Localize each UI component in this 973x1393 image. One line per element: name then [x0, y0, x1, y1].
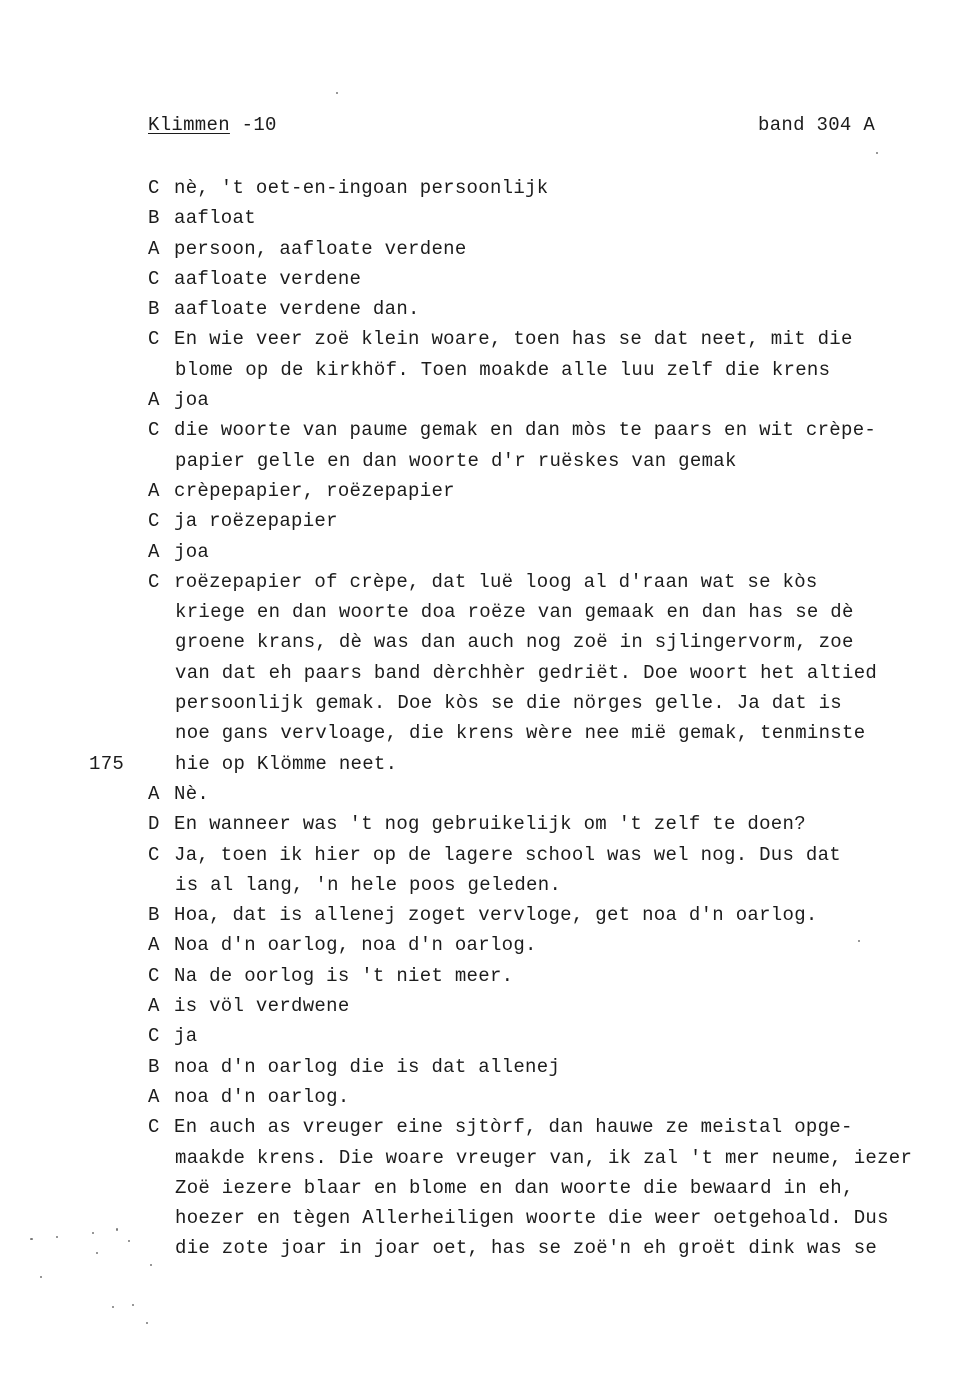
speaker-label: B — [148, 207, 160, 230]
speaker-label: A — [148, 782, 160, 805]
margin-line-number: 175 — [89, 753, 125, 775]
transcript-line — [148, 1173, 948, 1203]
utterance-text: ja roëzepapier — [174, 510, 338, 533]
speaker-label: A — [148, 995, 160, 1018]
utterance-text: En wie veer zoë klein woare, toen has se dat neet, mit die — [174, 328, 853, 351]
utterance-text: is völ verdwene — [174, 995, 350, 1018]
utterance-text: Hoa, dat is allenej zoget vervloge, get noa d'n oarlog. — [174, 904, 818, 927]
transcript-line — [148, 870, 948, 900]
utterance-text: Na de oorlog is 't niet meer. — [174, 964, 514, 987]
transcript-line — [148, 203, 948, 233]
utterance-text: kriege en dan woorte doa roëze van gemaak en dan has se dè — [175, 601, 854, 624]
scan-speck — [30, 1238, 33, 1240]
utterance-text: Nè. — [174, 782, 210, 805]
utterance-text: nè, 't oet-en-ingoan persoonlijk — [174, 177, 549, 199]
utterance-text: Ja, toen ik hier op de lagere school was wel nog. Dus dat — [174, 843, 842, 866]
utterance-text: crèpepapier, roëzepapier — [174, 479, 455, 502]
transcript-line — [148, 779, 948, 809]
transcript-line — [148, 446, 948, 476]
page-header-title — [148, 114, 277, 136]
utterance-text: maakde krens. Die woare vreuger van, ik zal 't mer neume, iezer — [175, 1146, 913, 1169]
utterance-text: blome op de kirkhöf. Toen moakde alle luu zelf die krens — [175, 358, 831, 381]
utterance-text: roëzepapier of crèpe, dat luë loog al d'raan wat se kòs — [174, 570, 818, 593]
speaker-label: A — [148, 479, 160, 502]
transcript-line — [148, 567, 948, 597]
speaker-label: C — [148, 843, 160, 866]
page-number: -10 — [229, 114, 277, 136]
speaker-label: C — [148, 1025, 160, 1048]
speaker-label: A — [148, 237, 160, 260]
utterance-text: aafloat — [174, 207, 256, 230]
scan-speck — [112, 1306, 114, 1308]
transcript-line — [148, 991, 948, 1021]
utterance-text: ja — [174, 1025, 198, 1048]
speaker-label: B — [148, 904, 160, 927]
utterance-text: papier gelle en dan woorte d'r ruëskes van gemak — [175, 449, 737, 472]
scan-speck — [132, 1304, 134, 1306]
speaker-label: C — [148, 419, 160, 442]
utterance-text: noa d'n oarlog. — [174, 1085, 350, 1108]
transcript-line — [148, 658, 948, 688]
utterance-text: persoonlijk gemak. Doe kòs se die nörges gelle. Ja dat is — [175, 692, 843, 715]
scan-speck — [116, 1228, 118, 1231]
speaker-label: C — [148, 510, 160, 533]
transcript-line — [148, 840, 948, 870]
transcript-line — [148, 506, 948, 536]
speaker-label: B — [148, 298, 160, 321]
transcript-line — [148, 718, 948, 748]
utterance-text: hoezer en tègen Allerheiligen woorte die weer oetgehoald. Dus — [175, 1207, 889, 1230]
transcript-line — [148, 385, 948, 415]
utterance-text: joa — [174, 540, 210, 563]
transcript-line — [148, 688, 948, 718]
utterance-text: aafloate verdene — [174, 267, 362, 290]
transcript-line — [148, 294, 948, 324]
scan-speck — [128, 1240, 130, 1242]
transcript-line — [148, 1203, 948, 1233]
utterance-text: is al lang, 'n hele poos geleden. — [175, 873, 562, 896]
utterance-text: joa — [174, 389, 210, 412]
transcript-line — [148, 264, 948, 294]
transcript-line — [148, 1112, 948, 1142]
speaker-label: B — [148, 1055, 160, 1078]
speaker-label: C — [148, 570, 160, 593]
utterance-text: groene krans, dè was dan auch nog zoë in sjlingervorm, zoe — [175, 631, 854, 654]
utterance-text: aafloate verdene dan. — [174, 298, 420, 321]
transcript-line — [148, 234, 948, 264]
transcript-line — [148, 476, 948, 506]
transcript-line — [148, 749, 948, 779]
scan-speck — [336, 92, 338, 94]
document-title: Klimmen — [148, 114, 230, 136]
speaker-label: C — [148, 177, 160, 199]
scan-speck — [146, 1322, 148, 1324]
speaker-label: D — [148, 813, 160, 836]
utterance-text: die zote joar in joar oet, has se zoë'n eh groët dink was se — [175, 1237, 878, 1260]
transcript-line — [148, 1143, 948, 1173]
utterance-text: Noa d'n oarlog, noa d'n oarlog. — [174, 934, 537, 957]
transcript-body — [148, 173, 948, 1264]
speaker-label: A — [148, 934, 160, 957]
transcript-line — [148, 355, 948, 385]
scan-speck — [40, 1276, 42, 1278]
speaker-label: C — [148, 1116, 160, 1139]
transcript-line — [148, 809, 948, 839]
utterance-text: En wanneer was 't nog gebruikelijk om 't zelf te doen? — [174, 813, 806, 836]
scan-speck — [96, 1252, 98, 1254]
transcript-line — [148, 597, 948, 627]
transcript-line — [148, 1021, 948, 1051]
speaker-label: A — [148, 540, 160, 563]
speaker-label: C — [148, 964, 160, 987]
scan-speck — [876, 152, 878, 154]
transcript-line — [148, 961, 948, 991]
speaker-label: A — [148, 389, 160, 412]
utterance-text: En auch as vreuger eine sjtòrf, dan hauwe ze meistal opge- — [174, 1116, 853, 1139]
speaker-label: A — [148, 1085, 160, 1108]
transcript-line — [148, 537, 948, 567]
utterance-text: hie op Klömme neet. — [175, 752, 398, 775]
transcript-line — [148, 1052, 948, 1082]
scan-speck — [150, 1264, 152, 1266]
transcript-line — [148, 173, 948, 203]
transcript-line — [148, 415, 948, 445]
utterance-text: van dat eh paars band dèrchhèr gedriët. Doe woort het altied — [175, 661, 878, 684]
utterance-text: die woorte van paume gemak en dan mòs te paars en wit crèpe- — [174, 419, 877, 442]
transcript-line — [148, 324, 948, 354]
transcript-line — [148, 1082, 948, 1112]
utterance-text: noe gans vervloage, die krens wère nee mië gemak, tenminste — [175, 722, 866, 745]
utterance-text: persoon, aafloate verdene — [174, 237, 467, 260]
tape-reference: band 304 A — [758, 114, 876, 136]
speaker-label: C — [148, 328, 160, 351]
scan-speck — [56, 1236, 58, 1238]
scan-speck — [92, 1232, 94, 1234]
utterance-text: noa d'n oarlog die is dat allenej — [174, 1055, 561, 1078]
utterance-text: Zoë iezere blaar en blome en dan woorte die bewaard in eh, — [175, 1176, 854, 1199]
transcript-line — [148, 627, 948, 657]
transcript-line — [148, 1233, 948, 1263]
transcript-line — [148, 900, 948, 930]
speaker-label: C — [148, 267, 160, 290]
transcript-line — [148, 930, 948, 960]
scan-speck — [858, 940, 860, 942]
